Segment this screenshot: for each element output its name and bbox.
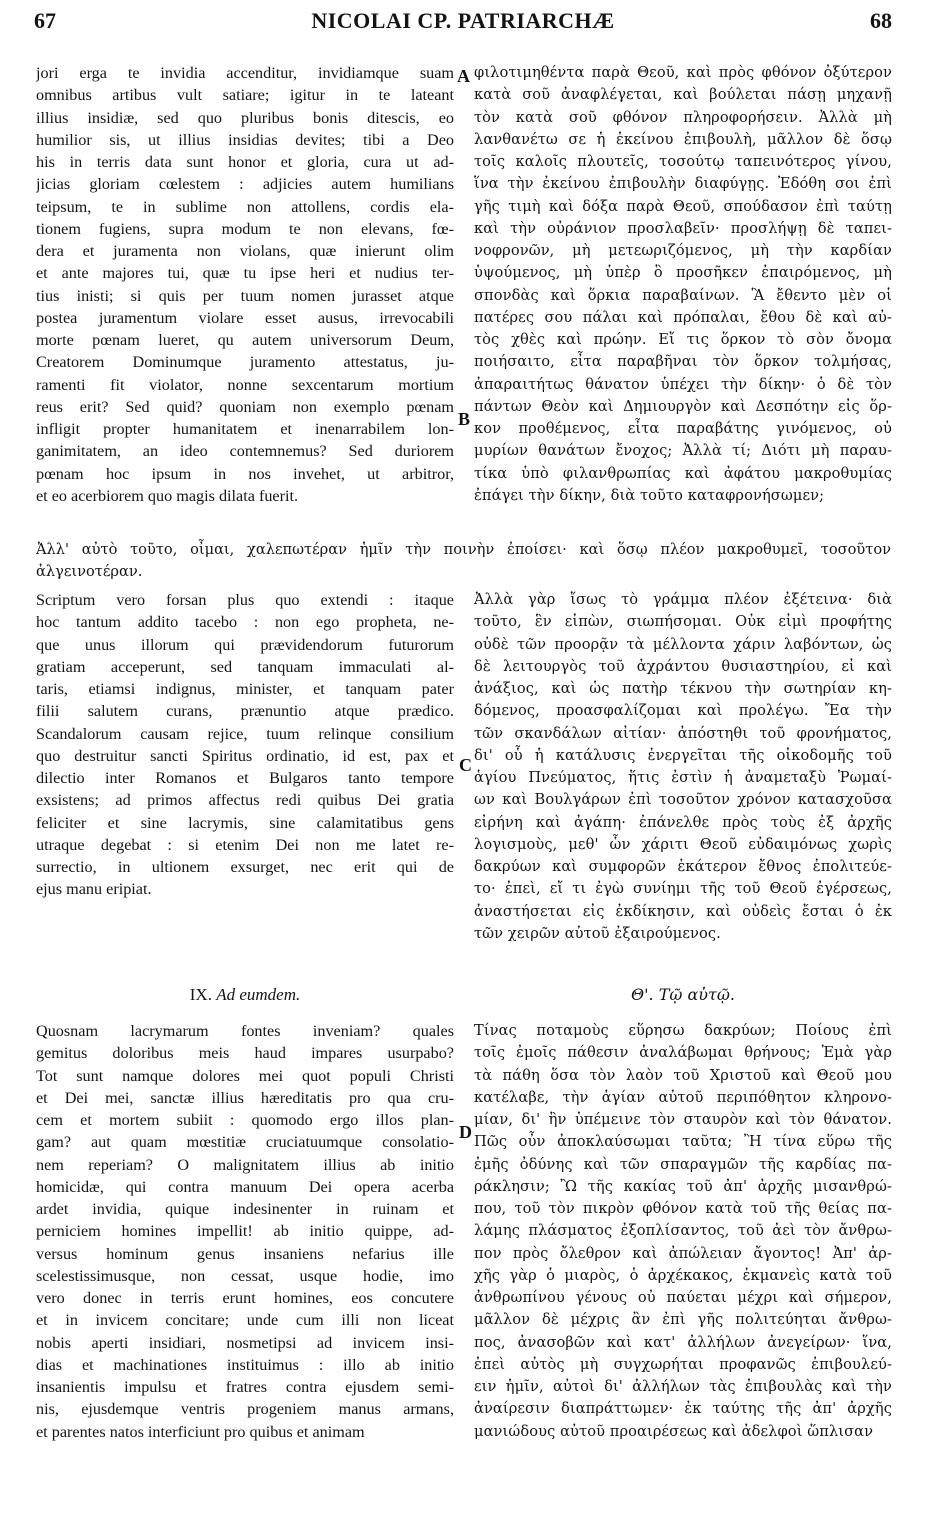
- greek-column-middle: [474, 589, 892, 949]
- latin-text-line: Quosnam lacrymarum fontes inveniam? quales: [36, 1022, 454, 1040]
- latin-section-title: [36, 985, 454, 1005]
- latin-text-line: filii salutem curans, prænuntio atque prædico.: [36, 702, 454, 721]
- latin-text-line: postea juramentum violare esset ausus, irrevocabili: [36, 308, 454, 327]
- latin-section-heading: Ad eumdem.: [216, 985, 301, 1004]
- latin-text-line: quo destruitur sancti Spiritus ordinatio, id est, pax et: [36, 746, 454, 765]
- latin-text-line: dilectio inter Romanos et Bulgaros tanto tempore: [36, 769, 454, 787]
- greek-text-line: κατέλαβε, τὴν ἁγίαν αὐτοῦ περιπόθητον κληρονο-: [474, 1088, 892, 1106]
- latin-text-line: exsistens; ad primos affectus redi quibus Dei gratia: [36, 791, 454, 810]
- latin-text-line: gam? aut quam mœstitiæ cruciatuumque consolatio-: [36, 1133, 454, 1152]
- page-title: NICOLAI CP. PATRIARCHÆ: [311, 8, 615, 33]
- greek-text-line: τῶν χειρῶν αὐτοῦ ἐξαιρούμενος.: [474, 924, 721, 942]
- latin-text-line: tionem fugiens, supra modum te non elevans, fœ-: [36, 219, 454, 238]
- greek-text-line: εἰρήνη καὶ ἀγάπη· ἐπάνελθε πρὸς τοὺς ἐξ ἀρχῆς: [474, 813, 892, 831]
- latin-text-line: nis, ejusdemque ventris progeniem manus armans,: [36, 1400, 454, 1419]
- greek-text-line: τοῦτο, ἓν εἰπὼν, σιωπήσομαι. Οὐκ εἰμὶ προφήτης: [474, 613, 892, 631]
- greek-text-line: πον πρὸς ὄλεθρον καὶ ἀπώλειαν ἄγοντος! Ἀπ' ἀρ-: [474, 1244, 892, 1262]
- greek-text-line: Ἀλλὰ γὰρ ἴσως τὸ γράμμα πλέον ἐξέτεινα· διὰ: [474, 591, 892, 608]
- latin-text-line: et parentes natos interficiunt pro quibus et animam: [36, 1422, 365, 1441]
- greek-text-line: λανθανέτω σε ἡ ἐκείνου ἐπιβουλὴ, μᾶλλον δὲ ὅσῳ: [474, 130, 892, 148]
- latin-text-line: et in invicem concitare; unde cum illi non liceat: [36, 1311, 454, 1330]
- latin-text-line: et ante majores tui, quæ tu ipse heri et nudius ter-: [36, 264, 454, 283]
- greek-text-line: ἐπάγει τὴν δίκην, διὰ τοῦτο καταφρονήσωμεν;: [474, 486, 825, 504]
- greek-text-line: μίαν, δι' ἣν ὑπέμεινε τὸν σταυρὸν καὶ τὸν θάνατον.: [474, 1111, 892, 1128]
- greek-text-line: ράκλησιν; Ὢ τῆς κακίας τοῦ ἀπ' ἀρχῆς μισανθρώ-: [474, 1177, 892, 1195]
- greek-text-line: κατὰ σοῦ ἀναφλέγεται, καὶ βούλεται πάσῃ μηχανῇ: [474, 86, 892, 104]
- greek-fullwidth-lines: [36, 539, 891, 584]
- latin-column-middle: [36, 589, 454, 909]
- latin-text-line: et Dei mei, sanctæ illius hæreditatis pro qua cru-: [36, 1088, 454, 1107]
- latin-text-line: perniciem homines impellit! ab initio quippe, ad-: [36, 1222, 454, 1241]
- greek-text-line: ἐμῆς ὀδύνης καὶ τῶν σπαραγμῶν τῆς καρδίας πα-: [474, 1155, 892, 1173]
- latin-text-line: illius insidiæ, sed quo pluribus bonis ditescis, eo: [36, 108, 454, 127]
- greek-text-line: φιλοτιμηθέντα παρὰ Θεοῦ, καὶ πρὸς φθόνον ὀξύτερον: [474, 64, 892, 81]
- latin-text-line: jicias gloriam cœlestem : adjicies autem humilians: [36, 175, 454, 194]
- latin-text-line: cem et mortem subiit : quomodo ergo illos plan-: [36, 1111, 454, 1129]
- latin-text-line: homicidæ, qui contra manuum Dei opera acerba: [36, 1177, 454, 1196]
- latin-text-line: surrectio, in ultionem exsurget, nec erit qui de: [36, 858, 454, 876]
- latin-text-line: Tot sunt namque dolores mei quot populi Christi: [36, 1066, 454, 1085]
- greek-text-line: μᾶλλον δὲ μέχρις ἂν ἐπὶ γῆς πολιτεύηται ἄνθρω-: [474, 1311, 892, 1329]
- greek-text-line: δακρύων καὶ συμφορῶν ἑκάτερον ἔθνος ἐπολιτεύε-: [474, 858, 892, 875]
- greek-fullwidth-line: ἀλγεινοτέραν.: [36, 563, 143, 581]
- greek-text-line: ἀναίρεσιν διαπράττωμεν· ἐκ ταύτης τῆς ἀπ' ἀρχῆς: [474, 1400, 892, 1418]
- latin-text-line: hoc tantum addito tacebo : non ego propheta, ne-: [36, 613, 454, 632]
- page-number-left: 67: [34, 8, 56, 33]
- latin-text-line: et eo acerbiorem quo magis dilata fuerit.: [36, 486, 299, 505]
- greek-section-title: [474, 985, 892, 1004]
- greek-text-line: τὸς χθὲς καὶ πρώην. Εἴ τις ὅρκον τὸ σὸν ὄνομα: [474, 331, 892, 348]
- greek-text-line: τοῖς καλοῖς πλουτεῖς, τοσούτῳ ταπεινότερος γίνου,: [474, 153, 892, 170]
- greek-text-line: μανιώδους αὐτοῦ προαιρέσεως καὶ ἀδελφοὶ ὥπλισαν: [474, 1422, 874, 1440]
- latin-text-line: dias et machinationes instituimus : illo ab initio: [36, 1355, 454, 1374]
- latin-text-line: utraque degebat : si etenim Dei non me latet re-: [36, 835, 454, 854]
- latin-text-line: pœnam hoc ipsum in nos invehet, ut arbitror,: [36, 464, 454, 483]
- greek-text-line: μυρίων θανάτων ἔνοχος; Ἀλλὰ τί; Διότι μὴ παραυ-: [474, 442, 892, 460]
- greek-text-line: οὐδὲ τῶν προορᾷν τὰ μέλλοντα χάριν λαβόντων, ὡς: [474, 635, 892, 653]
- latin-text-line: humilior sis, ut illius insidias devites; tibi a Deo: [36, 130, 454, 149]
- latin-text-line: ardet invidia, quique indesinenter in ruinam et: [36, 1200, 454, 1218]
- latin-text-line: nem reperiam? O malignitatem illius ab initio: [36, 1155, 454, 1174]
- greek-section-number: Θ'.: [630, 985, 654, 1004]
- greek-text-line: ων καὶ Βουλγάρων ἐπὶ τοσοῦτον χρόνον κατασχοῦσα: [474, 791, 892, 809]
- latin-text-line: ejus manu eripiat.: [36, 880, 152, 899]
- greek-text-line: Τίνας ποταμοὺς εὕρησω δακρύων; Ποίους ἐπὶ: [474, 1022, 892, 1039]
- latin-text-line: dera et juramenta non violans, quæ inierunt olim: [36, 242, 454, 260]
- greek-text-line: πάντων Θεὸν καὶ Δημιουργὸν καὶ Δεσπότην εἰς ὅρ-: [474, 397, 892, 415]
- latin-text-line: omnibus artibus vult satiare; igitur in te lateant: [36, 86, 454, 105]
- greek-text-line: ἀνάξιος, καὶ ὡς πατὴρ τέκνου τὴν σωτηρίαν κη-: [474, 680, 892, 697]
- latin-text-line: que unus illorum qui prævidendorum futurorum: [36, 635, 454, 654]
- greek-text-line: πος, ἀνασοβῶν καὶ κατ' ἀλλήλων ἀνεγείρων· ἵνα,: [474, 1333, 892, 1351]
- latin-column-bottom: [36, 1020, 454, 1450]
- greek-text-line: ἀνθρωπίνου γένους οὐ παύεται μέχρι καὶ σήμερον,: [474, 1289, 892, 1306]
- margin-marker-d: D: [459, 1122, 472, 1142]
- latin-text-line: morte pœnam lueret, qu autem universorum Deum,: [36, 331, 454, 349]
- margin-marker-a: A: [457, 66, 470, 86]
- greek-text-line: γῆς τιμὴ καὶ δόξα παρὰ Θεοῦ, σπούδασον ἐπὶ ταύτῃ: [474, 197, 892, 215]
- greek-text-line: που, τοῦ τὸν πικρὸν φθόνον κατὰ τοῦ τῆς θείας πα-: [474, 1200, 892, 1217]
- margin-marker-b: B: [458, 409, 471, 429]
- greek-text-line: κον προθέμενος, εἶτα παραβάτης γινόμενος, οὐ: [474, 420, 892, 437]
- greek-text-line: Πῶς οὖν ἀποκλαύσωμαι ταῦτα; Ἢ τίνα εὕρω τῆς: [474, 1133, 892, 1151]
- running-header: [34, 8, 892, 38]
- greek-text-line: τὸν κατὰ σοῦ φθόνον πληροφορήσειν. Ἀλλὰ μὴ: [474, 108, 892, 126]
- greek-text-line: τοῖς ἐμοῖς πάθεσιν ἀναλάβωμαι θρήνους; Ἐμὰ γὰρ: [474, 1044, 892, 1062]
- latin-text-line: ramenti fit violator, nonne sexcentarum mortium: [36, 375, 454, 394]
- latin-text-line: his in terris data sunt honor et gloria, cura ut ad-: [36, 153, 454, 171]
- page-number-right: 68: [870, 8, 892, 33]
- greek-text-line: ἁγίου Πνεύματος, ἥτις ἐστὶν ἡ ἀναμεταξὺ Ῥωμαί-: [474, 769, 892, 786]
- latin-text-line: ganimitatem, an ideo contemnemus? Sed duriorem: [36, 442, 454, 461]
- latin-text-line: versus hominum genus insaniens nefarius ille: [36, 1244, 454, 1263]
- latin-text-line: reus erit? Sed quid? quoniam non exemplo pœnam: [36, 397, 454, 416]
- latin-text-line: nobis aperti insidiari, nosmetipsi ad invicem insi-: [36, 1333, 454, 1352]
- latin-text-line: scelestissimusque, non cessat, usque hodie, imo: [36, 1266, 454, 1285]
- latin-text-line: infligit propter humanitatem et inenarrabilem lon-: [36, 420, 454, 438]
- greek-text-line: δι' οὗ ἡ κατάλυσις ἐνεργεῖται τῆς οἰκοδομῆς τοῦ: [474, 746, 892, 764]
- latin-text-line: tius inisti; si quis per tuum nomen jurasset atque: [36, 286, 454, 305]
- greek-text-line: χῆς γὰρ ὁ μιαρὸς, ὁ ἀρχέκακος, ἐκμανεὶς κατὰ τοῦ: [474, 1266, 892, 1284]
- latin-text-line: feliciter et sine lacrymis, sine calamitatibus gens: [36, 813, 454, 832]
- latin-column-top: [36, 62, 454, 512]
- greek-column-top: [474, 62, 892, 512]
- greek-text-line: δόμενος, προασφαλίζομαι καὶ προλέγω. Ἔα τὴν: [474, 702, 892, 720]
- latin-text-line: teipsum, te in sublime non attollens, cordis ela-: [36, 197, 454, 216]
- greek-text-line: ποιήσαιτο, εἶτα παραβῆναι τὸν ὅρκον τολμήσας,: [474, 353, 892, 371]
- latin-text-line: Creatorem Dominumque juramento attestatus, ju-: [36, 353, 454, 372]
- greek-text-line: καὶ τὴν οὐράνιον προσλαβεῖν· προσλήψῃ δὲ ταπει-: [474, 219, 892, 237]
- latin-text-line: Scriptum vero forsan plus quo extendi : itaque: [36, 591, 454, 609]
- latin-text-line: gratiam acceperunt, sed tanquam immaculati al-: [36, 657, 454, 676]
- greek-text-line: ἐπεὶ αὐτὸς μὴ συγχωρήται προφανῶς ἐπιβουλεύ-: [474, 1355, 892, 1373]
- latin-text-line: vero donec in terris erunt homines, eos concutere: [36, 1289, 454, 1307]
- latin-text-line: insanientis impulsu et fratres contra ejusdem semi-: [36, 1378, 454, 1396]
- latin-text-line: taris, etiamsi indignus, minister, et tanquam pater: [36, 680, 454, 698]
- greek-text-line: λογισμοὺς, μεθ' ὧν χάριτι Θεοῦ εὐδαιμόνως χωρὶς: [474, 835, 892, 853]
- greek-text-line: ἵνα τὴν ἐκείνου ἐπιβουλὴν διαφύγῃς. Ἐδόθη σοι ἐπὶ: [474, 175, 892, 193]
- greek-text-line: το· ἐπεὶ, εἴ τι ἐγὼ συνίημι τῆς τοῦ Θεοῦ ἐγέρσεως,: [474, 880, 892, 898]
- greek-text-line: πατέρες σου πάλαι καὶ πρόπαλαι, ἔθου δὲ καὶ αὐ-: [474, 308, 892, 326]
- greek-text-line: ειν ἡμῖν, αὐτοὶ δι' ἀλλήλων τὰς ἐπιβουλὰς καὶ τὴν: [474, 1378, 892, 1395]
- greek-text-line: σπονδὰς καὶ ὅρκια παραβαίνων. Ἃ ἔθεντο μὲν οἱ: [474, 286, 892, 304]
- latin-section-number: IX.: [189, 985, 212, 1004]
- latin-text-line: Scandalorum causam rejice, tuum relinque consilium: [36, 724, 454, 743]
- greek-column-bottom: [474, 1020, 892, 1450]
- greek-text-line: ὑψούμενος, μὴ ὑπὲρ ὃ προσῆκεν ἐπαιρόμενος, μὴ: [474, 264, 892, 282]
- greek-text-line: ἀπαραιτήτως θάνατον ὑπέχει τὴν δίκην· ὁ δὲ τὸν: [474, 375, 892, 393]
- margin-marker-c: C: [459, 755, 472, 775]
- greek-text-line: ἀναστήσεται εἰς ἐκδίκησιν, καὶ οὐδεὶς ἔσται ὁ ἐκ: [474, 902, 892, 920]
- latin-text-line: jori erga te invidia accenditur, invidiamque suam: [36, 64, 454, 82]
- greek-section-heading: Τῷ αὐτῷ.: [658, 985, 736, 1004]
- greek-text-line: λάμης πλάσματος ἐξοπλίσαντος, τοῦ ἀεὶ τὸν ἄνθρω-: [474, 1222, 892, 1240]
- greek-text-line: νοφρονῶν, μὴ μετεωριζόμενος, μὴ τὴν καρδίαν: [474, 242, 892, 259]
- greek-fullwidth-line: Ἀλλ' αὐτὸ τοῦτο, οἶμαι, χαλεπωτέραν ἡμῖν τὴν ποινὴν ἐποίσει· καὶ ὅσῳ πλέον μακροθυμεῖ, τοσοῦτον: [36, 541, 891, 558]
- greek-text-line: τὰ πάθη ὅσα τὸν λαὸν τοῦ Χριστοῦ καὶ Θεοῦ μου: [474, 1066, 892, 1084]
- greek-text-line: τίκα ὑπὸ φιλανθρωπίας καὶ ἀφάτου μακροθυμίας: [474, 464, 892, 482]
- greek-text-line: δὲ λειτουργὸς τοῦ ἀχράντου θυσιαστηρίου, εἰ καὶ: [474, 657, 892, 675]
- greek-text-line: τῶν σκανδάλων αἰτίαν· ἀπόστηθι τοῦ φρονήματος,: [474, 724, 892, 742]
- latin-text-line: gemitus doloribus meis haud impares usurpabo?: [36, 1044, 454, 1063]
